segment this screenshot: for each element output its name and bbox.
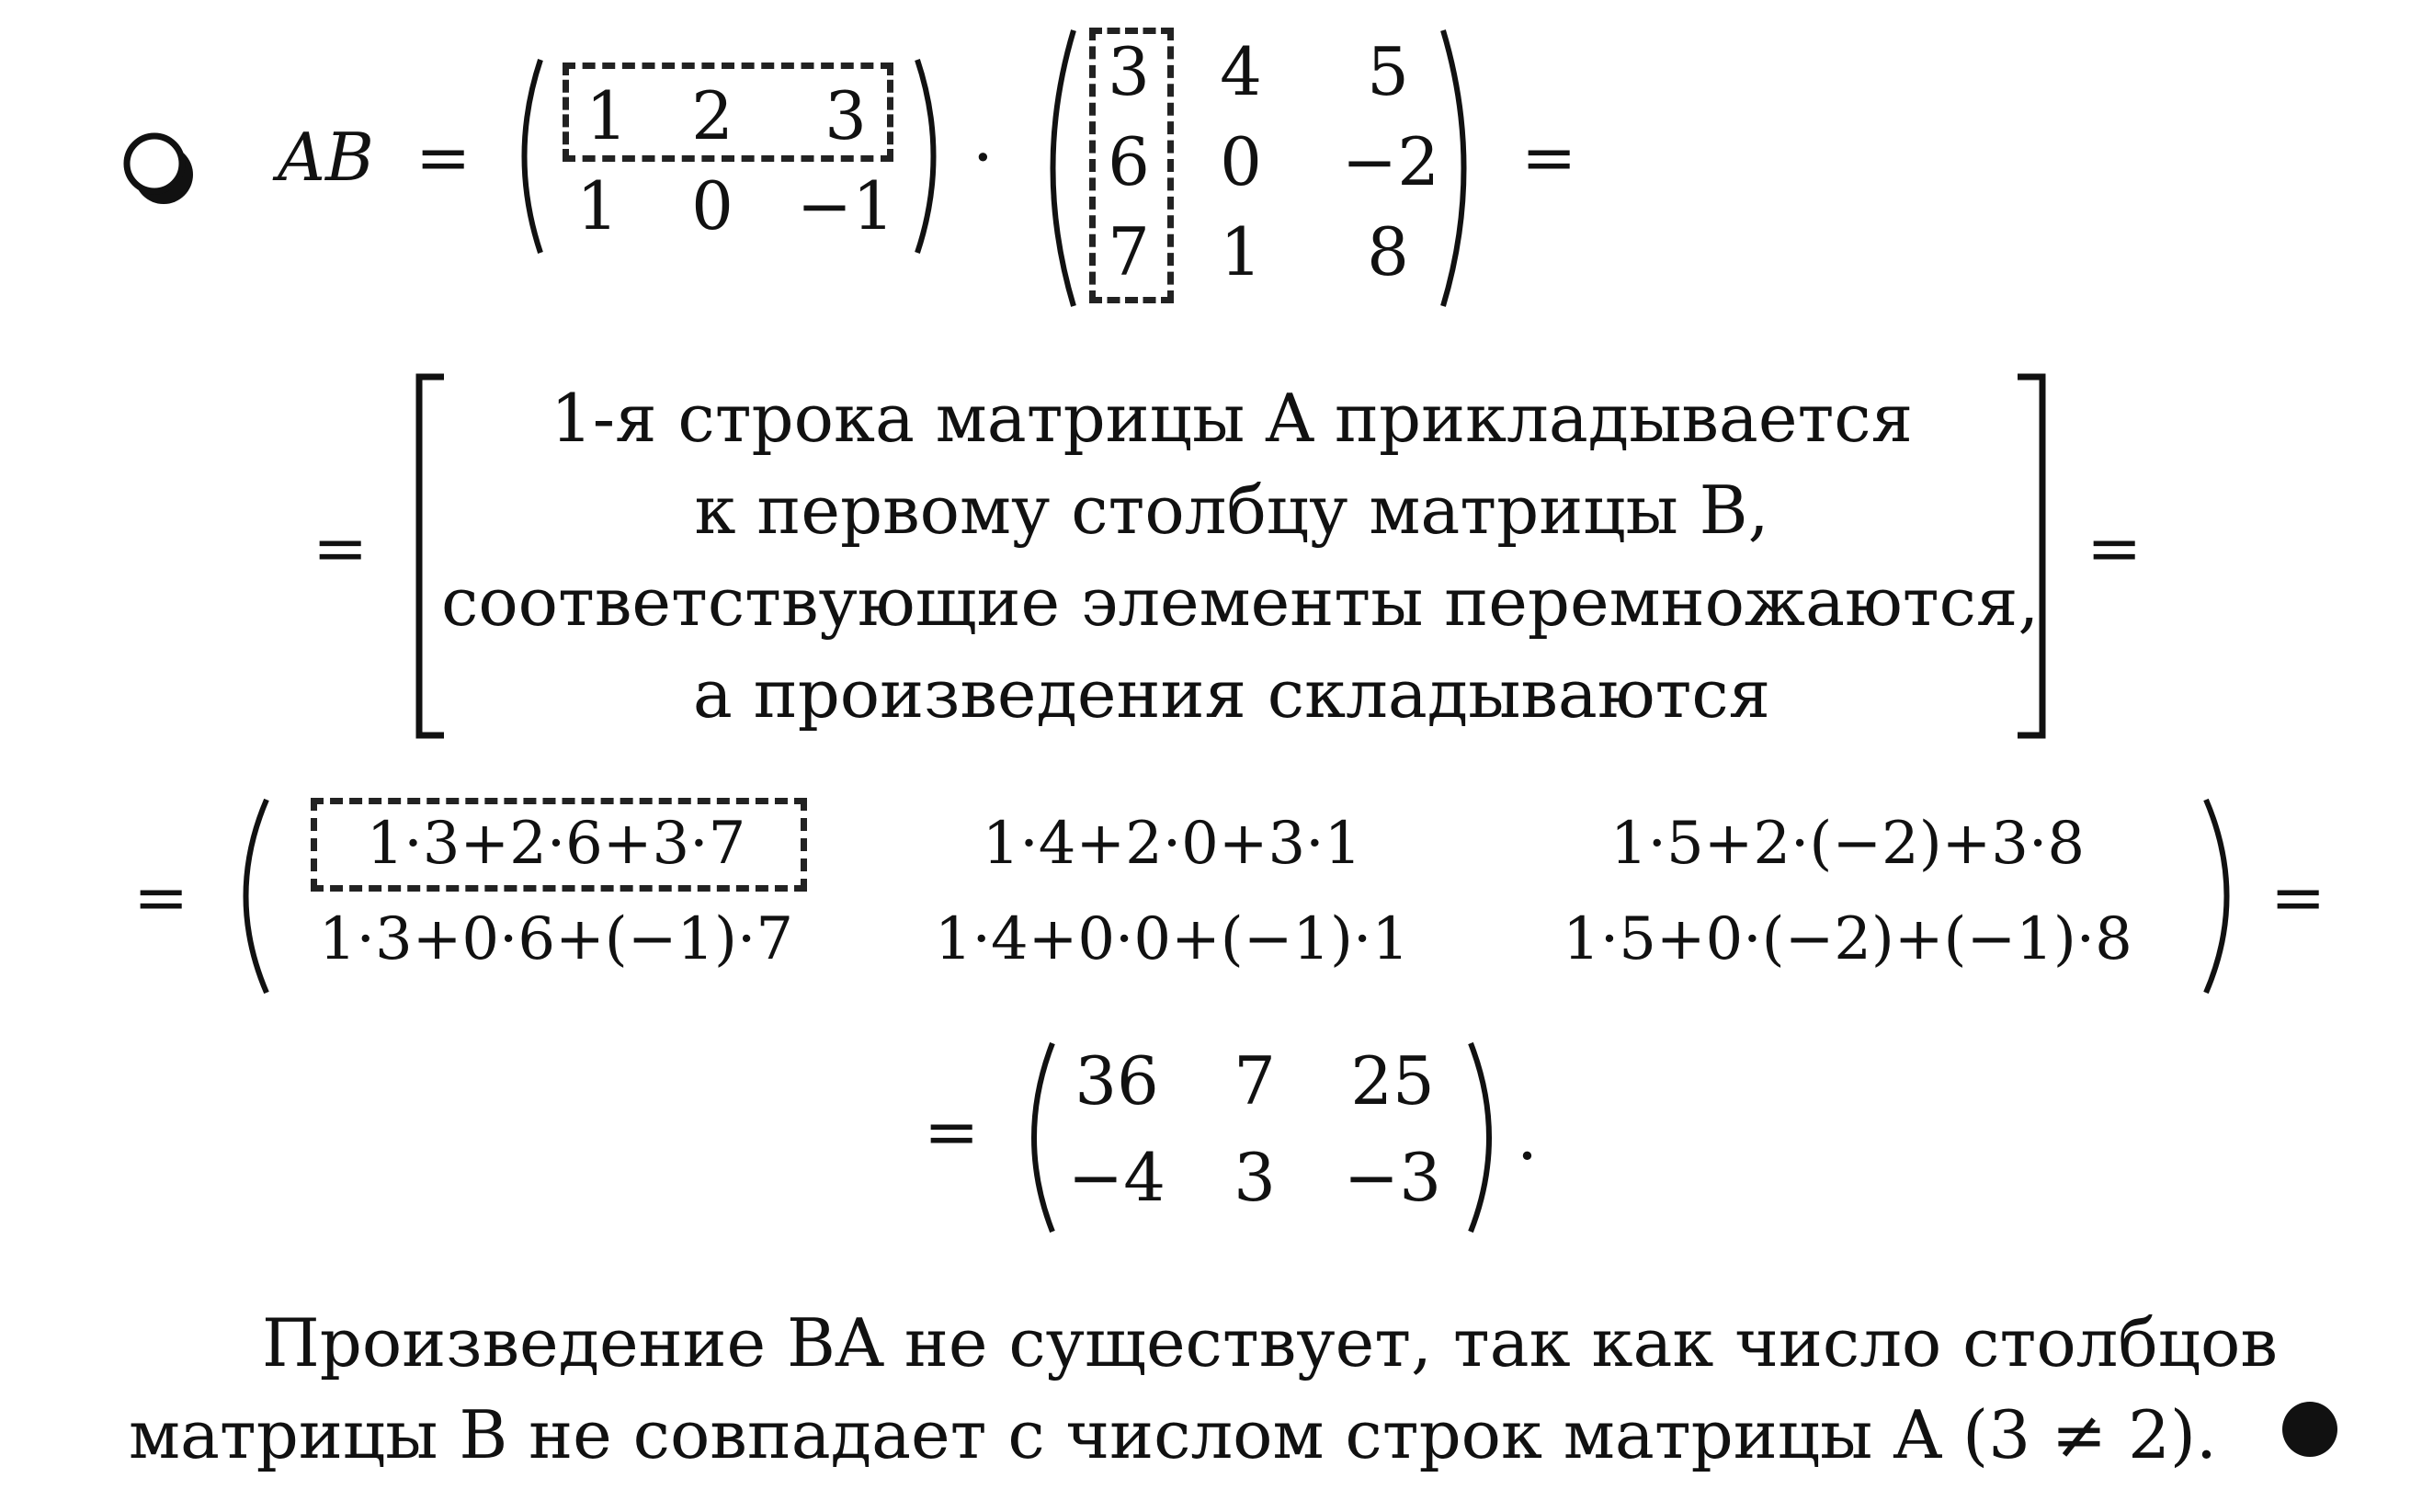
conclusion-line-1: Произведение BA не существует, так как число столбцов bbox=[262, 1304, 2278, 1381]
dot-operator: · bbox=[972, 119, 994, 196]
equals-sign: = bbox=[133, 858, 189, 936]
period: . bbox=[1517, 1097, 1538, 1175]
matrix-b-cell: 7 bbox=[1108, 213, 1150, 290]
right-paren bbox=[1434, 26, 1489, 311]
result-cell: −4 bbox=[1067, 1139, 1166, 1216]
rule-line: а произведения складываются bbox=[692, 655, 1771, 733]
matrix-b-cell: 8 bbox=[1367, 213, 1409, 290]
product-expression: 1·5+2·(−2)+3·8 bbox=[1609, 810, 2086, 878]
left-paren bbox=[504, 55, 550, 257]
product-expression: 1·3+2·6+3·7 bbox=[366, 810, 746, 878]
equals-sign: = bbox=[1521, 119, 1577, 196]
matrix-b-cell: 0 bbox=[1220, 123, 1262, 200]
right-paren bbox=[2197, 795, 2252, 997]
rule-line: соответствующие элементы перемножаются, bbox=[441, 563, 2040, 641]
result-cell: 3 bbox=[1234, 1139, 1276, 1216]
equals-sign: = bbox=[2270, 858, 2326, 936]
conclusion-line-2: матрицы B не совпадает с числом строк матрицы A (3 ≠ 2). bbox=[129, 1396, 2217, 1473]
equals-sign: = bbox=[313, 509, 369, 586]
matrix-b-cell: 1 bbox=[1220, 213, 1262, 290]
lhs-ab: AB bbox=[278, 119, 374, 196]
matrix-a-cell: 1 bbox=[576, 167, 619, 244]
result-cell: 7 bbox=[1234, 1042, 1276, 1120]
result-cell: 25 bbox=[1350, 1042, 1435, 1120]
matrix-a-cell: 0 bbox=[691, 167, 733, 244]
solution-end-marker-icon bbox=[2278, 1397, 2342, 1461]
right-paren bbox=[908, 55, 954, 257]
rule-line: к первому столбцу матрицы B, bbox=[694, 472, 1769, 549]
left-paren bbox=[1028, 26, 1083, 311]
solution-start-marker-icon bbox=[118, 127, 200, 210]
rule-line: 1-я строка матрицы A прикладывается bbox=[550, 380, 1914, 457]
product-expression: 1·3+0·6+(−1)·7 bbox=[318, 905, 794, 973]
equals-sign: = bbox=[415, 119, 472, 196]
matrix-a-cell: 1 bbox=[586, 77, 628, 154]
matrix-b-cell: 6 bbox=[1108, 123, 1150, 200]
product-expression: 1·4+2·0+3·1 bbox=[982, 810, 1362, 878]
matrix-b-cell: −2 bbox=[1341, 123, 1440, 200]
matrix-b-cell: 4 bbox=[1220, 33, 1262, 110]
matrix-a-cell: 3 bbox=[824, 77, 867, 154]
product-expression: 1·4+0·0+(−1)·1 bbox=[934, 905, 1410, 973]
right-paren bbox=[1461, 1039, 1512, 1236]
matrix-b-cell: 3 bbox=[1108, 33, 1150, 110]
product-expression: 1·5+0·(−2)+(−1)·8 bbox=[1563, 905, 2132, 973]
result-cell: 36 bbox=[1075, 1042, 1159, 1120]
right-bracket bbox=[2013, 372, 2050, 740]
matrix-b-cell: 5 bbox=[1367, 33, 1409, 110]
equals-sign: = bbox=[924, 1093, 980, 1170]
matrix-a-cell: 2 bbox=[691, 77, 733, 154]
equals-sign: = bbox=[2087, 509, 2143, 586]
result-cell: −3 bbox=[1343, 1139, 1442, 1216]
matrix-a-cell: −1 bbox=[796, 167, 895, 244]
left-paren bbox=[1011, 1039, 1062, 1236]
